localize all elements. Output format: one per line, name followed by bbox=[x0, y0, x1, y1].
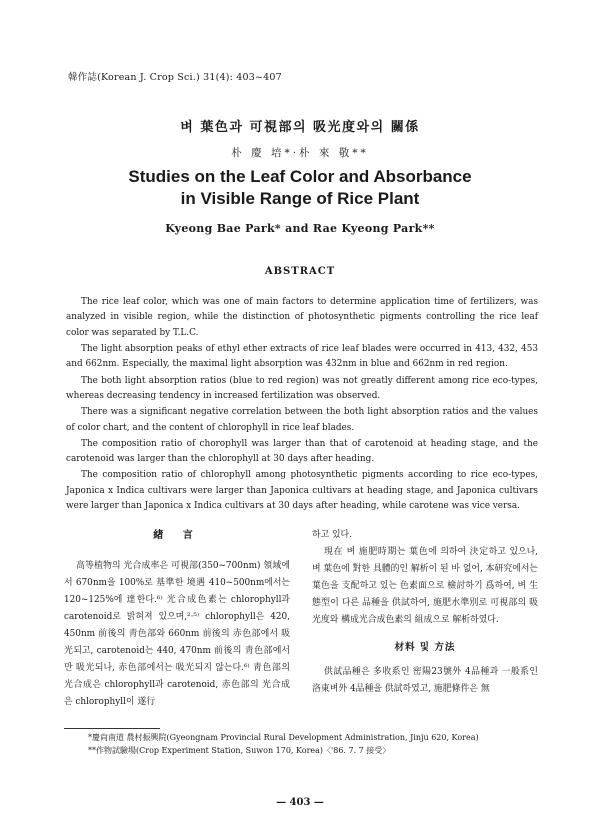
introduction-continuation: 하고 있다. bbox=[312, 530, 352, 540]
left-column bbox=[64, 527, 290, 711]
footnote-affiliation-1: *慶尙南道 農村振興院(Gyeongnam Provincial Rural Development Administration, Jinju 620, Korea) bbox=[88, 733, 479, 742]
abstract-paragraph: The composition ratio of chlorophyll among photosynthetic pigments according to rice eco-types, Japonica x Indica cultivars were larger than Japonica cultivars at heading stage, and Japonica cultivars were larger than Japonica x Indica cultivars at 30 days after heading, while carotene was vice versa. bbox=[66, 470, 538, 512]
korean-authors: 朴 慶 培*·朴 來 敬** bbox=[231, 147, 369, 159]
footnotes bbox=[88, 731, 479, 757]
english-title bbox=[0, 166, 600, 210]
abstract-paragraph: The light absorption peaks of ethyl ether extracts of rice leaf blades were occurred in 413, 432, 453 and 662nm. Especially, the maximal light absorption was 432nm in blue and 662nm in red region. bbox=[66, 344, 538, 370]
abstract-body bbox=[66, 295, 538, 515]
english-title-line-2: in Visible Range of Rice Plant bbox=[180, 189, 420, 208]
abstract-paragraph: The rice leaf color, which was one of main factors to determine application time of fertilizers, was analyzed in visible region, while the distinction of photosynthetic pigments controlling the rice leaf color was separated by T.L.C. bbox=[66, 297, 538, 338]
korean-title: 벼 葉色과 可視部의 吸光度와의 關係 bbox=[180, 120, 420, 135]
abstract-paragraph: The both light absorption ratios (blue to red region) was not greatly different among rice eco-types, whereas decreasing tendency in increased fertilization was observed. bbox=[66, 375, 538, 402]
page-number: — 403 — bbox=[276, 797, 324, 808]
abstract-heading: ABSTRACT bbox=[264, 266, 336, 277]
introduction-paragraph: 高等植物의 光合成率은 可視部(350~700nm) 領域에서 670nm을 100%로 基準한 境遇 410~500nm에서는 120~125%에 達한다.⁶⁾ 光合成色素는 chlorophyll과 carotenoid로 밝혀져 있으며,²·⁵⁾ chlorophyll은 420, 450nm 前後의 靑色部와 660nm 前後의 赤色部에서 吸光되고, carotenoid는 440, 470nm 前後의 靑色部에서만 吸光되나, 赤色部에서는 吸光되지 않는다.⁶⁾ 靑色部의 光合成은 chlorophyll과 carotenoid, 赤色部의 光合成은 chlorophyll이 遂行 bbox=[64, 561, 290, 707]
footnote-divider bbox=[64, 728, 160, 729]
introduction-paragraph-2: 現在 벼 施肥時期는 葉色에 의하여 決定하고 있으나, 벼 葉色에 對한 具體的인 解析이 된 바 없어, 本研究에서는 葉色을 支配하고 있는 色素面으로 檢討하기 爲하여, 벼 生態型이 다른 品種을 供試하여, 施肥水準別로 可視部의 吸光度와 構成光合成色素의 組成으로 解析하였다. bbox=[312, 547, 538, 625]
journal-reference: 韓作誌(Korean J. Crop Sci.) 31(4): 403~407 bbox=[68, 72, 282, 83]
methods-paragraph: 供試品種은 多收系인 密陽23號外 4品種과 一般系인 洛東벼外 4品種을 供試하였고, 施肥條件은 無 bbox=[312, 667, 538, 694]
footnote-affiliation-2: **作物試驗場(Crop Experiment Station, Suwon 170, Korea)〈'86. 7. 7 接受〉 bbox=[88, 746, 391, 755]
introduction-heading: 緖 言 bbox=[153, 530, 201, 541]
methods-heading: 材料 및 方法 bbox=[394, 642, 456, 653]
abstract-paragraph: There was a significant negative correlation between the both light absorption ratios and the values of color chart, and the content of chlorophyll in rice leaf blades. bbox=[66, 407, 538, 433]
abstract-paragraph: The composition ratio of chorophyll was larger than that of carotenoid at heading stage, and the carotenoid was larger than the chlorophyll at 30 days after heading. bbox=[66, 438, 538, 465]
right-column bbox=[312, 527, 538, 698]
english-title-line-1: Studies on the Leaf Color and Absorbance bbox=[128, 167, 472, 186]
english-authors: Kyeong Bae Park* and Rae Kyeong Park** bbox=[165, 222, 435, 235]
